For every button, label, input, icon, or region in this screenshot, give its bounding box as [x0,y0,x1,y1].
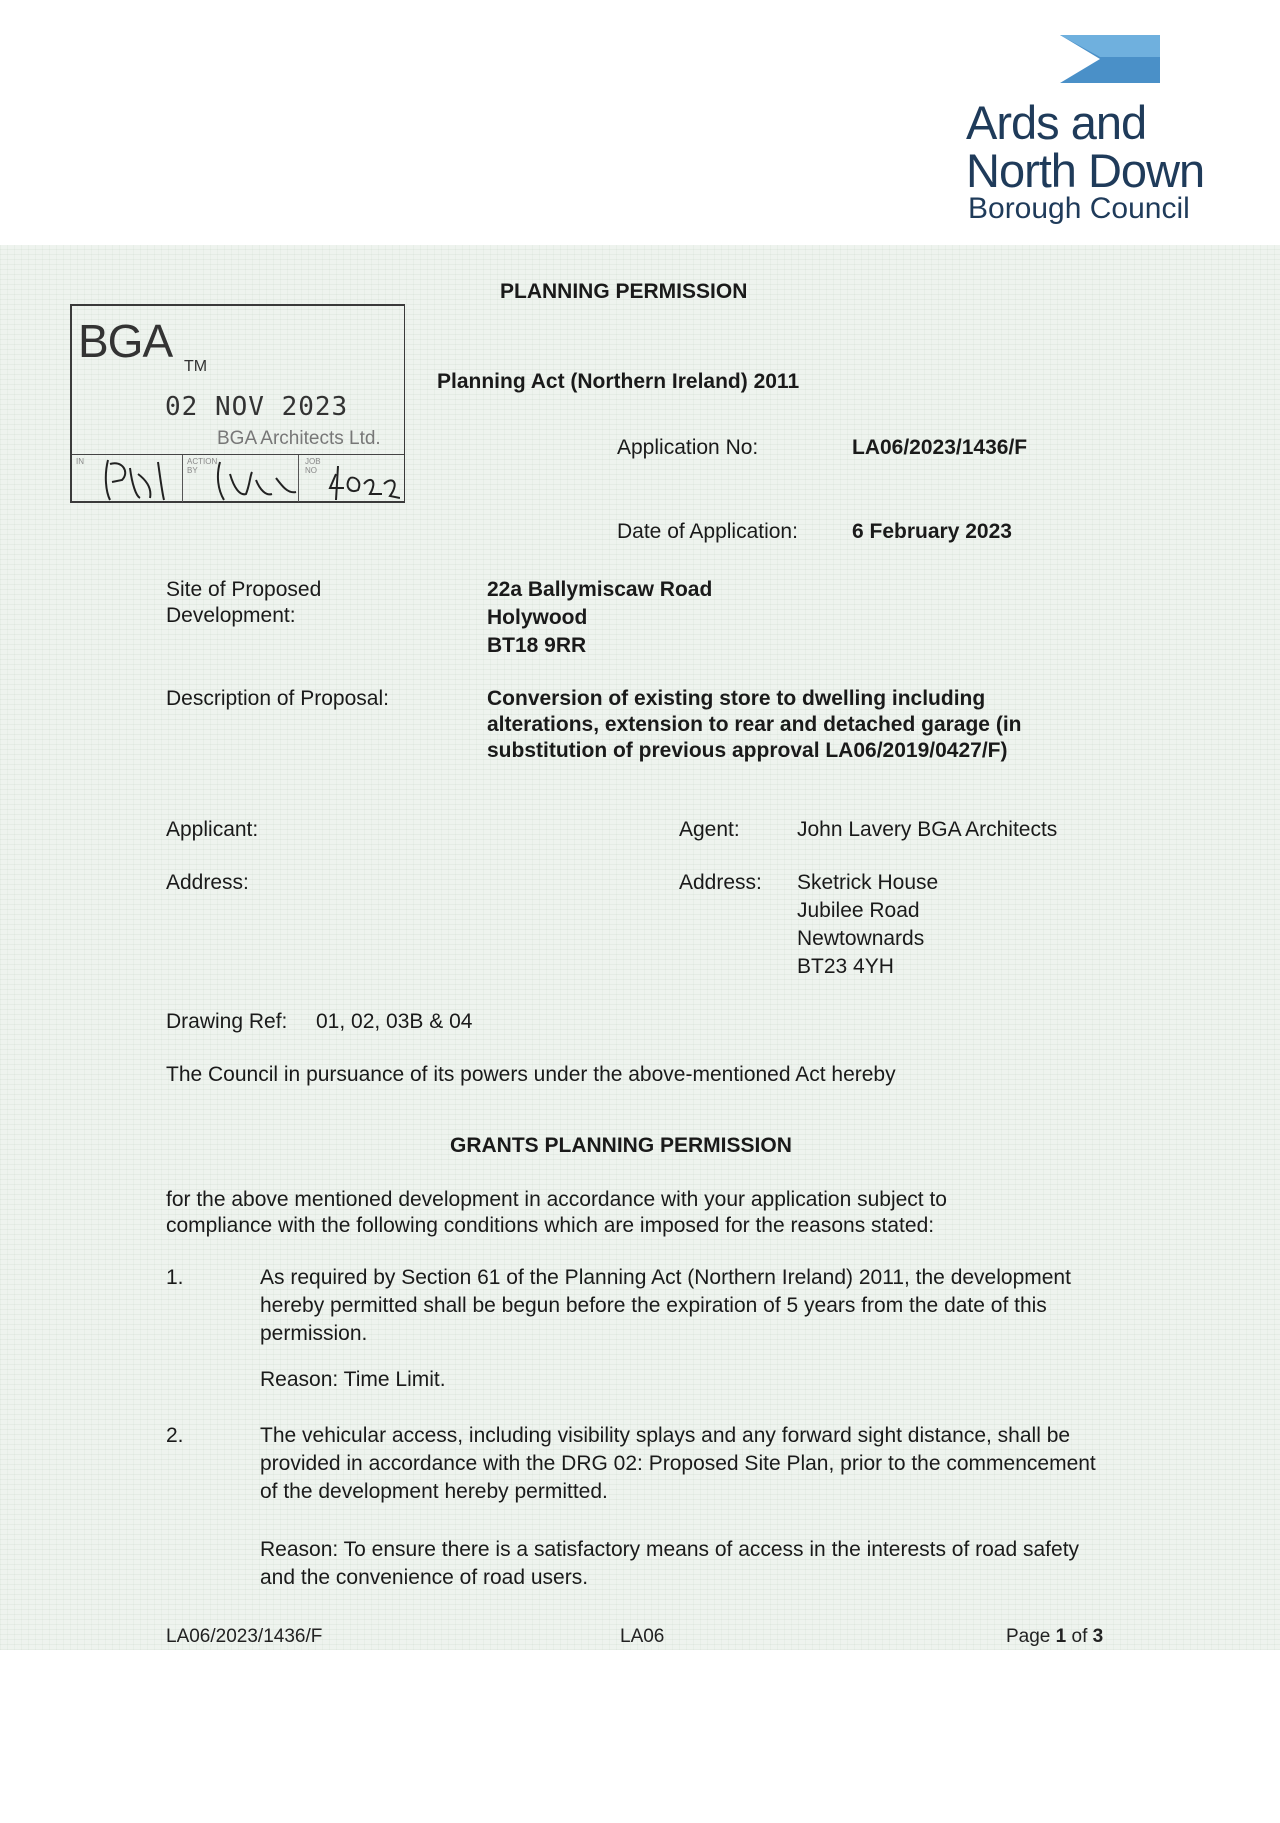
footer-page-total: 3 [1092,1626,1104,1647]
chevron-logo-icon [1060,35,1160,83]
footer-office: LA06 [620,1626,665,1647]
logo-line-2: North Down [966,144,1205,197]
agent-address-line: Newtownards [797,927,925,950]
stamp-date: 02 NOV 2023 [165,392,349,422]
applicant-address-label: Address: [166,871,249,894]
handwritten-initials [100,454,400,504]
received-stamp [70,304,405,503]
drawing-ref-label: Drawing Ref: [166,1010,288,1033]
intro-statement: The Council in pursuance of its powers under the above-mentioned Act hereby [166,1063,896,1086]
condition-number: 2. [166,1424,184,1447]
proposal-line: Conversion of existing store to dwelling including [487,687,986,710]
application-date-value: 6 February 2023 [852,520,1012,543]
site-label-line-1: Site of Proposed [166,578,322,601]
stamp-field-label: IN [76,457,84,466]
site-address-line: Holywood [487,606,588,629]
stamp-tm: TM [184,358,208,375]
stamp-field-label: JOB NO [305,457,321,475]
logo-line-1: Ards and [966,96,1147,149]
agent-address-line: Jubilee Road [797,899,920,922]
condition-text: The vehicular access, including visibility splays and any forward sight distance, shall be provided in accordance with the DRG 02: Proposed Site Plan, prior to the commencement of the development hereby permitted. [260,1424,1096,1503]
agent-address-line: Sketrick House [797,871,939,894]
conditions-preamble: for the above mentioned development in accordance with your application subject to compliance with the following conditions which are imposed for the reasons stated: [166,1188,947,1237]
footer-page-number [1006,1626,1103,1648]
proposal-label: Description of Proposal: [166,687,389,710]
site-address-line: BT18 9RR [487,634,587,657]
site-address-line: 22a Ballymiscaw Road [487,578,713,601]
footer-page-word: Page [1006,1626,1051,1647]
stamp-firm: BGA Architects Ltd. [217,428,381,449]
condition-text: As required by Section 61 of the Planning Act (Northern Ireland) 2011, the development hereby permitted shall be begun before the expiration of 5 years from the date of this permission. [260,1266,1071,1345]
application-no-label: Application No: [617,436,759,459]
grants-heading: GRANTS PLANNING PERMISSION [450,1134,792,1157]
footer-page-current: 1 [1055,1626,1067,1647]
proposal-line: substitution of previous approval LA06/2019/0427/F) [487,739,1008,762]
footer-of-word: of [1071,1626,1088,1647]
condition-reason: Reason: Time Limit. [260,1368,446,1391]
site-label-line-2: Development: [166,604,296,627]
footer-reference: LA06/2023/1436/F [166,1626,323,1647]
condition-reason: Reason: To ensure there is a satisfactory means of access in the interests of road safety and the convenience of road users. [260,1538,1080,1589]
logo-line-3: Borough Council [968,192,1190,225]
application-date-label: Date of Application: [617,520,798,543]
drawing-ref-value: 01, 02, 03B & 04 [316,1010,473,1033]
applicant-label: Applicant: [166,818,259,841]
agent-address-line: BT23 4YH [797,955,894,978]
act-title: Planning Act (Northern Ireland) 2011 [437,370,800,393]
agent-address-label: Address: [679,871,762,894]
stamp-field-label: ACTION BY [187,457,218,475]
condition-number: 1. [166,1266,184,1289]
application-no-value: LA06/2023/1436/F [852,436,1028,459]
agent-label: Agent: [679,818,740,841]
document-title: PLANNING PERMISSION [500,280,748,303]
proposal-line: alterations, extension to rear and detached garage (in [487,713,1022,736]
agent-value: John Lavery BGA Architects [797,818,1058,841]
stamp-logo: BGA [78,315,173,367]
